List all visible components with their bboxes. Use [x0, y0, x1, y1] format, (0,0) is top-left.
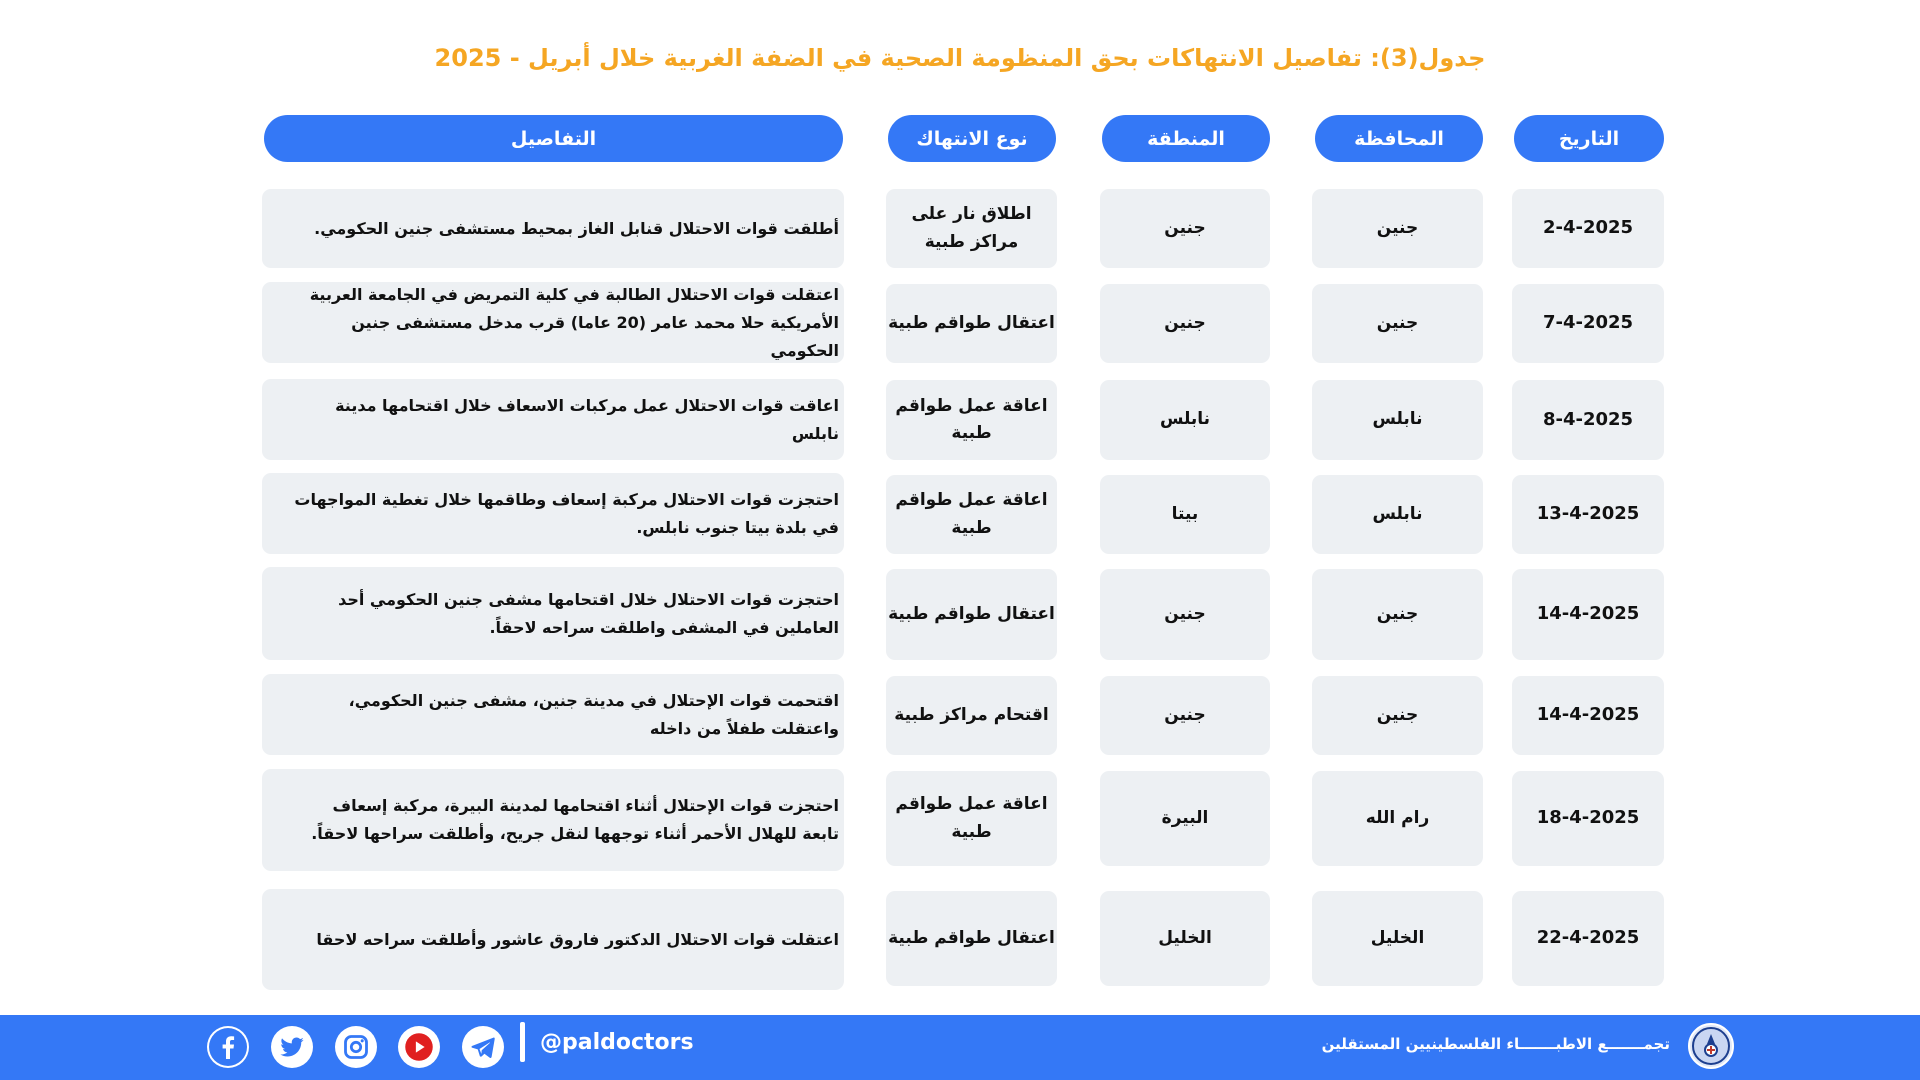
table-cell-details: اقتحمت قوات الإحتلال في مدينة جنين، مشفى جنين الحكومي، واعتقلت طفلاً من داخله [262, 674, 844, 755]
table-cell-governorate: نابلس [1312, 475, 1483, 554]
table-cell-date: 13-4-2025 [1512, 475, 1664, 554]
table-cell-date: 14-4-2025 [1512, 676, 1664, 755]
header-details: التفاصيل [264, 115, 843, 162]
footer-bar [0, 1015, 1920, 1080]
table-cell-date: 7-4-2025 [1512, 284, 1664, 363]
header-violation-type: نوع الانتهاك [888, 115, 1056, 162]
social-handle[interactable]: @paldoctors [540, 1030, 694, 1055]
table-cell-governorate: الخليل [1312, 891, 1483, 986]
table-cell-violation-type: اقتحام مراكز طبية [886, 676, 1057, 755]
table-cell-violation-type: اعاقة عمل طواقم طبية [886, 475, 1057, 554]
table-cell-area: البيرة [1100, 771, 1270, 866]
instagram-icon[interactable] [335, 1026, 377, 1068]
table-cell-details: اعاقت قوات الاحتلال عمل مركبات الاسعاف خلال اقتحامها مدينة نابلس [262, 379, 844, 460]
table-cell-date: 18-4-2025 [1512, 771, 1664, 866]
table-cell-governorate: جنين [1312, 569, 1483, 660]
table-cell-area: بيتا [1100, 475, 1270, 554]
table-cell-violation-type: اعتقال طواقم طبية [886, 284, 1057, 363]
table-cell-area: الخليل [1100, 891, 1270, 986]
table-cell-area: نابلس [1100, 380, 1270, 460]
youtube-icon[interactable] [398, 1026, 440, 1068]
header-date: التاريخ [1514, 115, 1664, 162]
footer-divider [520, 1022, 525, 1062]
table-cell-area: جنين [1100, 284, 1270, 363]
table-cell-date: 8-4-2025 [1512, 380, 1664, 460]
table-cell-area: جنين [1100, 189, 1270, 268]
table-cell-details: اعتقلت قوات الاحتلال الطالبة في كلية التمريض في الجامعة العربية الأمريكية حلا محمد عامر (20 عاما) قرب مدخل مستشفى جنين الحكومي [262, 282, 844, 363]
table-cell-violation-type: اطلاق نار على مراكز طبية [886, 189, 1057, 268]
facebook-icon[interactable] [207, 1026, 249, 1068]
organization-name: تجمـــــــع الاطبـــــــاء الفلسطينيين المستقلين [1321, 1035, 1670, 1053]
table-cell-governorate: نابلس [1312, 380, 1483, 460]
table-cell-area: جنين [1100, 676, 1270, 755]
table-cell-details: احتجزت قوات الاحتلال مركبة إسعاف وطاقمها خلال تغطية المواجهات في بلدة بيتا جنوب نابلس. [262, 473, 844, 554]
table-cell-details: احتجزت قوات الإحتلال أثناء اقتحامها لمدينة البيرة، مركبة إسعاف تابعة للهلال الأحمر أثناء توجهها لنقل جريح، وأطلقت سراحها لاحقاً. [262, 769, 844, 871]
table-cell-governorate: رام الله [1312, 771, 1483, 866]
table-cell-violation-type: اعتقال طواقم طبية [886, 891, 1057, 986]
header-governorate: المحافظة [1315, 115, 1483, 162]
table-cell-details: احتجزت قوات الاحتلال خلال اقتحامها مشفى جنين الحكومي أحد العاملين في المشفى واطلقت سراحه لاحقاً. [262, 567, 844, 660]
telegram-icon[interactable] [462, 1026, 504, 1068]
table-cell-governorate: جنين [1312, 284, 1483, 363]
table-cell-details: اعتقلت قوات الاحتلال الدكتور فاروق عاشور وأطلقت سراحه لاحقا [262, 889, 844, 990]
table-cell-date: 22-4-2025 [1512, 891, 1664, 986]
table-cell-details: أطلقت قوات الاحتلال قنابل الغاز بمحيط مستشفى جنين الحكومي. [262, 189, 844, 268]
table-cell-date: 2-4-2025 [1512, 189, 1664, 268]
table-cell-governorate: جنين [1312, 189, 1483, 268]
organization-logo-icon [1688, 1023, 1734, 1069]
table-cell-violation-type: اعاقة عمل طواقم طبية [886, 380, 1057, 460]
table-cell-governorate: جنين [1312, 676, 1483, 755]
table-title: جدول(3): تفاصيل الانتهاكات بحق المنظومة الصحية في الضفة الغربية خلال أبريل - 2025 [434, 44, 1486, 72]
header-area: المنطقة [1102, 115, 1270, 162]
table-cell-area: جنين [1100, 569, 1270, 660]
table-cell-violation-type: اعاقة عمل طواقم طبية [886, 771, 1057, 866]
twitter-icon[interactable] [271, 1026, 313, 1068]
table-cell-violation-type: اعتقال طواقم طبية [886, 569, 1057, 660]
table-cell-date: 14-4-2025 [1512, 569, 1664, 660]
